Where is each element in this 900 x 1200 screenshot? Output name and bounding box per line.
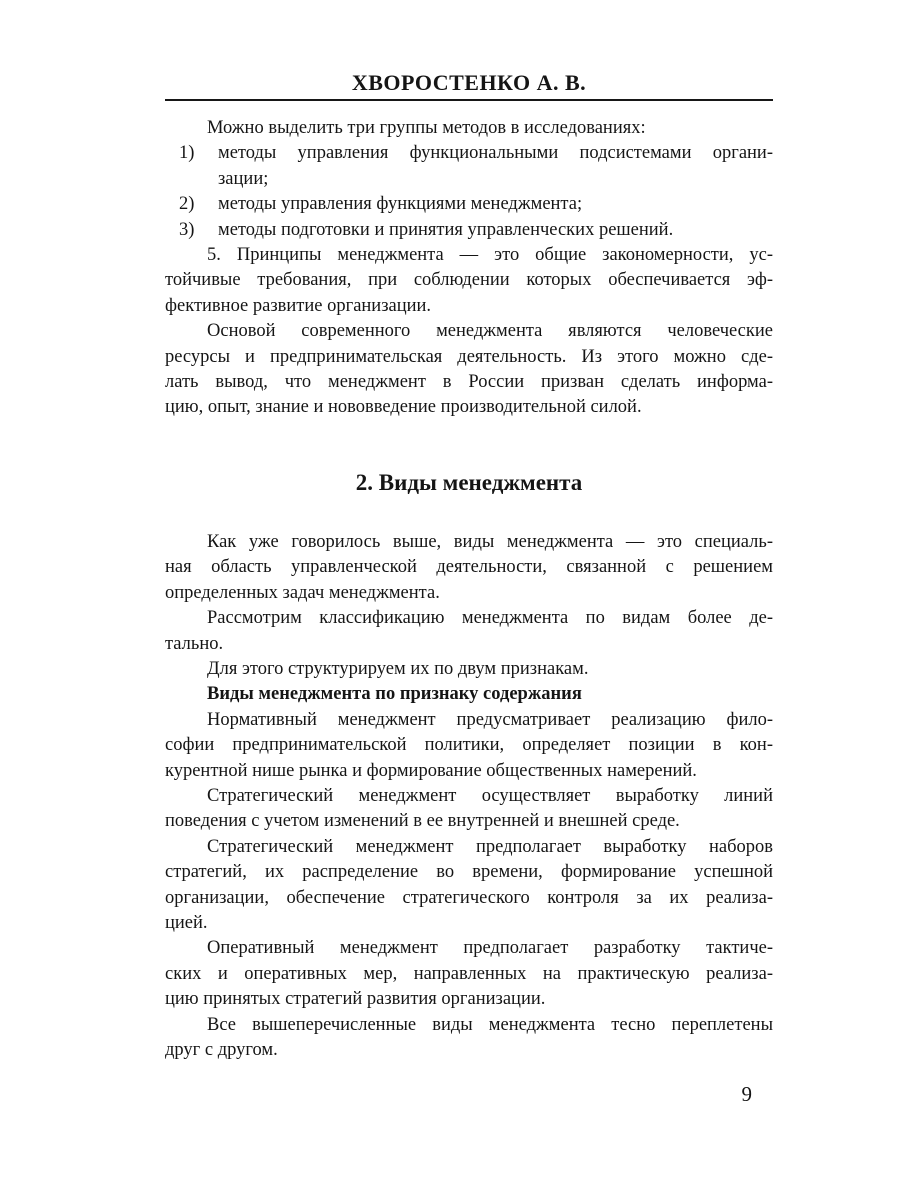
paragraph — [165, 116, 773, 141]
text-line: методы подготовки и принятия управленческих решений. — [218, 219, 674, 240]
text-line: Можно выделить три группы методов в исследованиях: — [207, 118, 646, 138]
text-line: ная область управленческой деятельности, связанной с решением — [165, 557, 773, 578]
list-item — [165, 218, 773, 243]
text-line: методы управления функциями менеджмента; — [218, 194, 583, 215]
paragraph — [165, 682, 773, 707]
list-marker: 1) — [179, 143, 195, 164]
text-line: Рассмотрим классификацию менеджмента по видам более де- — [207, 608, 773, 629]
text-line: лать вывод, что менеджмент в России призван сделать информа- — [165, 372, 773, 393]
text-line: Для этого структурируем их по двум признакам. — [207, 658, 589, 679]
text-line: организации, обеспечение стратегического контроля за их реализа- — [165, 887, 773, 908]
text-line: Виды менеджмента по признаку содержания — [207, 684, 582, 705]
paragraph — [165, 784, 773, 835]
text-line: Все вышеперечисленные виды менеджмента тесно переплетены — [207, 1014, 773, 1035]
text-line: тойчивые требования, при соблюдении которых обеспечивается эф- — [165, 270, 773, 291]
text-line: Как уже говорилось выше, виды менеджмента — это специаль- — [207, 531, 773, 552]
text-line: цией. — [165, 912, 208, 933]
text-line: друг с другом. — [165, 1040, 278, 1060]
paragraph — [165, 835, 773, 937]
text-line: ресурсы и предпринимательская деятельность. Из этого можно сде- — [165, 346, 773, 367]
text-line: зации; — [218, 168, 269, 189]
text-block — [165, 70, 773, 1063]
text-line: тально. — [165, 633, 224, 654]
text-line: стратегий, их распределение во времени, формирование успешной — [165, 862, 773, 883]
list-marker: 2) — [179, 194, 195, 215]
paragraph — [165, 936, 773, 1012]
text-line: поведения с учетом изменений в ее внутренней и внешней среде. — [165, 811, 680, 832]
paragraph — [165, 657, 773, 682]
text-line: курентной нише рынка и формирование общественных намерений. — [165, 760, 697, 781]
list-item — [165, 192, 773, 217]
header-author-title: ХВОРОСТЕНКО А. В. — [351, 70, 587, 95]
paragraph — [165, 319, 773, 421]
paragraph — [165, 243, 773, 319]
text-line: Оперативный менеджмент предполагает разработку тактиче- — [207, 938, 773, 959]
list-item — [165, 141, 773, 192]
text-line: софии предпринимательской политики, определяет позиции в кон- — [165, 735, 773, 756]
paragraph — [165, 1013, 773, 1064]
text-line: Стратегический менеджмент предполагает выработку наборов — [207, 836, 773, 857]
text-line: цию, опыт, знание и нововведение производительной силой. — [165, 397, 642, 418]
header-rule — [165, 99, 773, 101]
text-line: фективное развитие организации. — [165, 295, 432, 316]
paragraph — [165, 708, 773, 784]
paragraph — [165, 606, 773, 657]
text-line: 5. Принципы менеджмента — это общие закономерности, ус- — [207, 245, 773, 266]
text-line: цию принятых стратегий развития организации. — [165, 989, 546, 1010]
text-line: Нормативный менеджмент предусматривает реализацию фило- — [207, 709, 773, 730]
list-marker: 3) — [179, 219, 195, 240]
text-line: методы управления функциональными подсистемами органи- — [218, 143, 773, 164]
text-flow — [165, 116, 773, 1063]
paragraph — [165, 530, 773, 606]
text-line: определенных задач менеджмента. — [165, 582, 440, 603]
text-line: Основой современного менеджмента являются человеческие — [207, 321, 773, 342]
page-number: 9 — [741, 1082, 752, 1106]
text-line: ских и оперативных мер, направленных на практическую реализа- — [165, 963, 773, 984]
section-heading: 2. Виды менеджмента — [355, 469, 583, 495]
text-line: Стратегический менеджмент осуществляет выработку линий — [207, 785, 773, 806]
